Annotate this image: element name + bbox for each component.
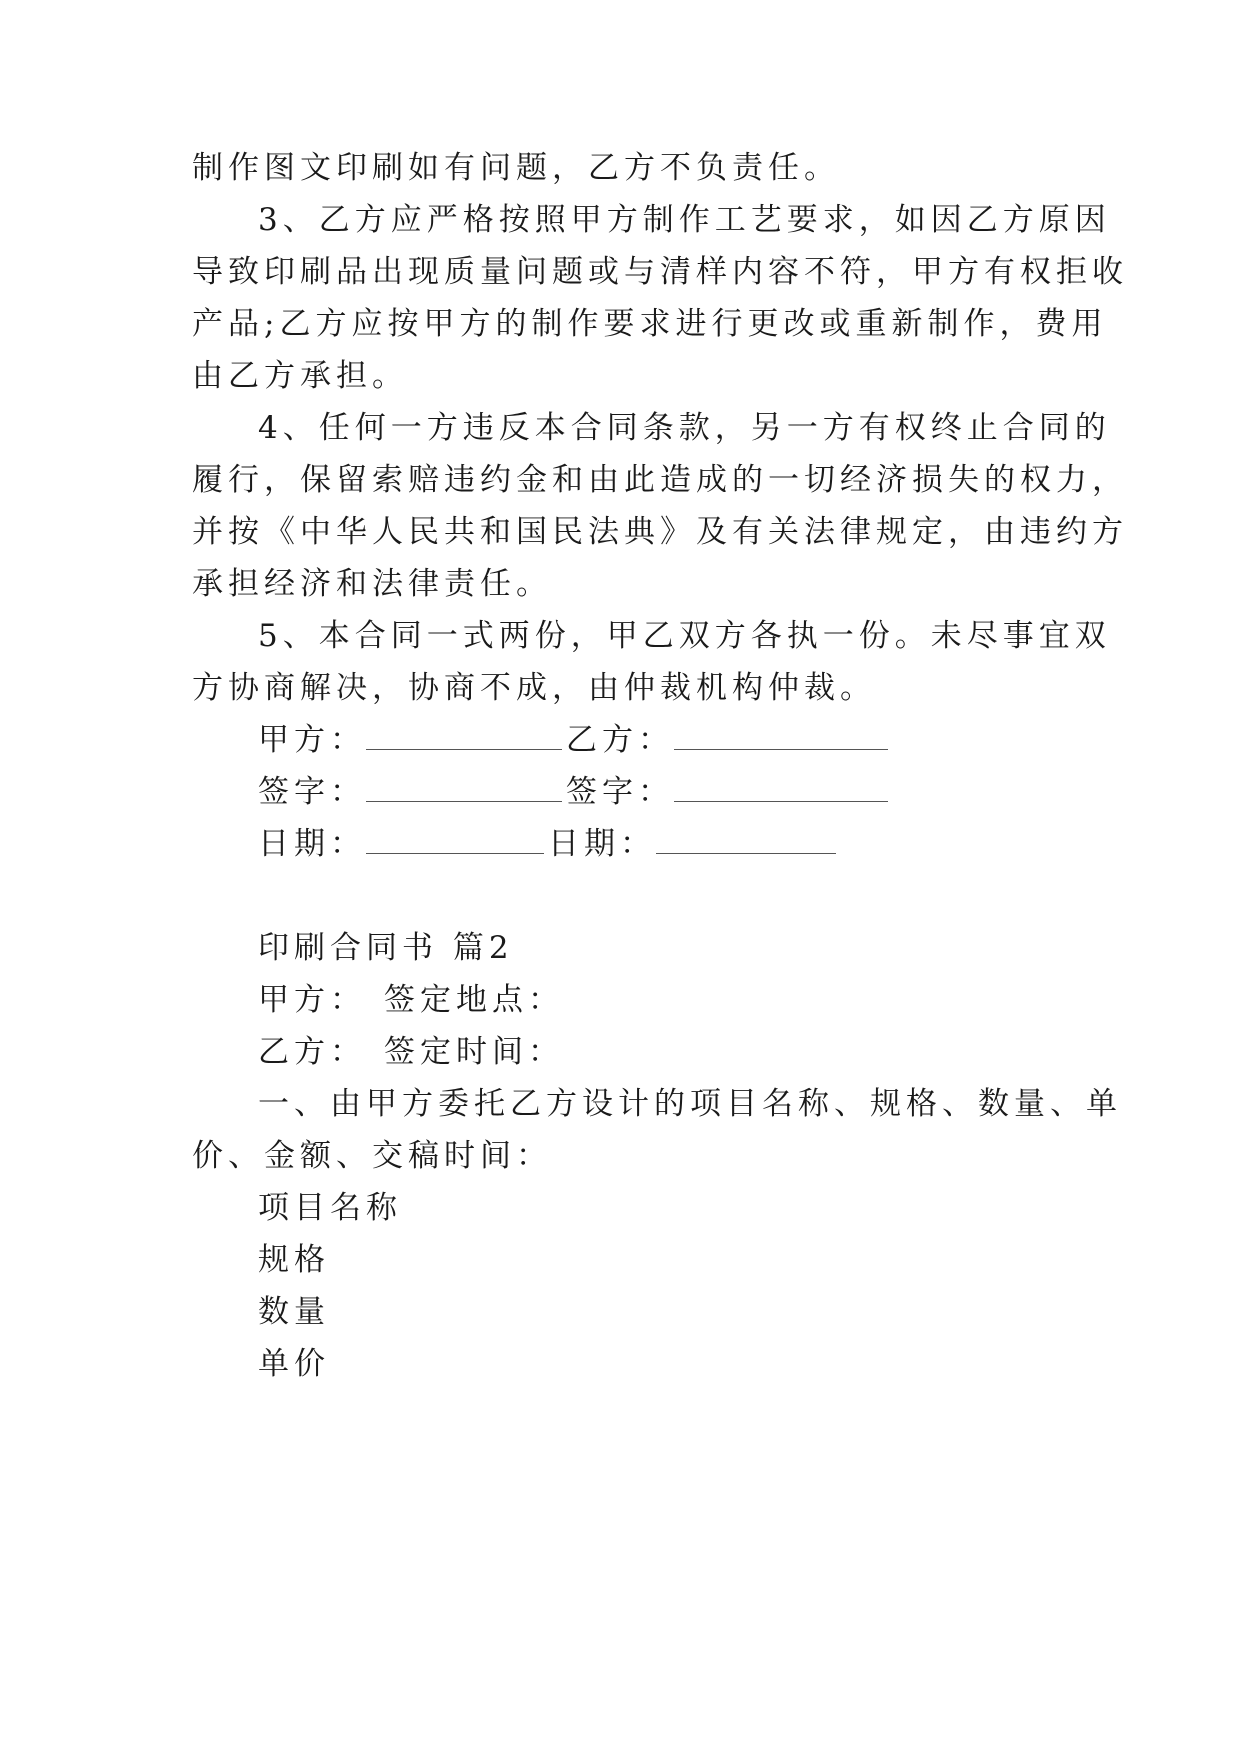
clause-5-line: 方协商解决，协商不成，由仲裁机构仲裁。	[192, 670, 876, 706]
signing-place-label: 签定地点：	[384, 982, 564, 1018]
clause-5-line: 5、本合同一式两份，甲乙双方各执一份。未尽事宜双	[258, 618, 1111, 654]
sign-row	[258, 770, 892, 814]
paragraph-line: 制作图文印刷如有问题，乙方不负责任。	[192, 150, 840, 186]
party-b-blank[interactable]	[674, 719, 888, 750]
clause-4-line: 承担经济和法律责任。	[192, 566, 552, 602]
section2-party-a-label: 甲方：	[258, 982, 366, 1018]
clause-3-line: 产品;乙方应按甲方的制作要求进行更改或重新制作，费用	[192, 306, 1108, 342]
party-a-label: 甲方：	[258, 722, 366, 758]
section-2-title: 印刷合同书 篇2	[258, 930, 514, 966]
item-spec: 规格	[258, 1242, 330, 1278]
item-project-name: 项目名称	[258, 1190, 402, 1226]
sign-b-label: 签字：	[566, 774, 674, 810]
date-row	[258, 822, 840, 866]
clause-4-line: 并按《中华人民共和国民法典》及有关法律规定，由违约方	[192, 514, 1128, 550]
party-a-place-row	[258, 978, 564, 1022]
date-a-blank[interactable]	[366, 823, 544, 854]
party-signature-row	[258, 718, 892, 762]
sign-a-label: 签字：	[258, 774, 366, 810]
date-b-label: 日期：	[548, 826, 656, 862]
clause-1-line: 价、金额、交稿时间：	[192, 1138, 552, 1174]
clause-3-line: 由乙方承担。	[192, 358, 408, 394]
clause-3-line: 3、乙方应严格按照甲方制作工艺要求，如因乙方原因	[258, 202, 1111, 238]
date-a-label: 日期：	[258, 826, 366, 862]
item-unit-price: 单价	[258, 1346, 330, 1382]
party-a-blank[interactable]	[366, 719, 562, 750]
clause-1-line: 一、由甲方委托乙方设计的项目名称、规格、数量、单	[258, 1086, 1122, 1122]
sign-a-blank[interactable]	[366, 771, 562, 802]
party-b-label: 乙方：	[566, 722, 674, 758]
signing-time-label: 签定时间：	[384, 1034, 564, 1070]
section2-party-b-label: 乙方：	[258, 1034, 366, 1070]
clause-3-line: 导致印刷品出现质量问题或与清样内容不符，甲方有权拒收	[192, 254, 1128, 290]
clause-4-line: 履行，保留索赔违约金和由此造成的一切经济损失的权力，	[192, 462, 1128, 498]
clause-4-line: 4、任何一方违反本合同条款，另一方有权终止合同的	[258, 410, 1111, 446]
party-b-time-row	[258, 1030, 564, 1074]
sign-b-blank[interactable]	[674, 771, 888, 802]
item-quantity: 数量	[258, 1294, 330, 1330]
date-b-blank[interactable]	[656, 823, 836, 854]
